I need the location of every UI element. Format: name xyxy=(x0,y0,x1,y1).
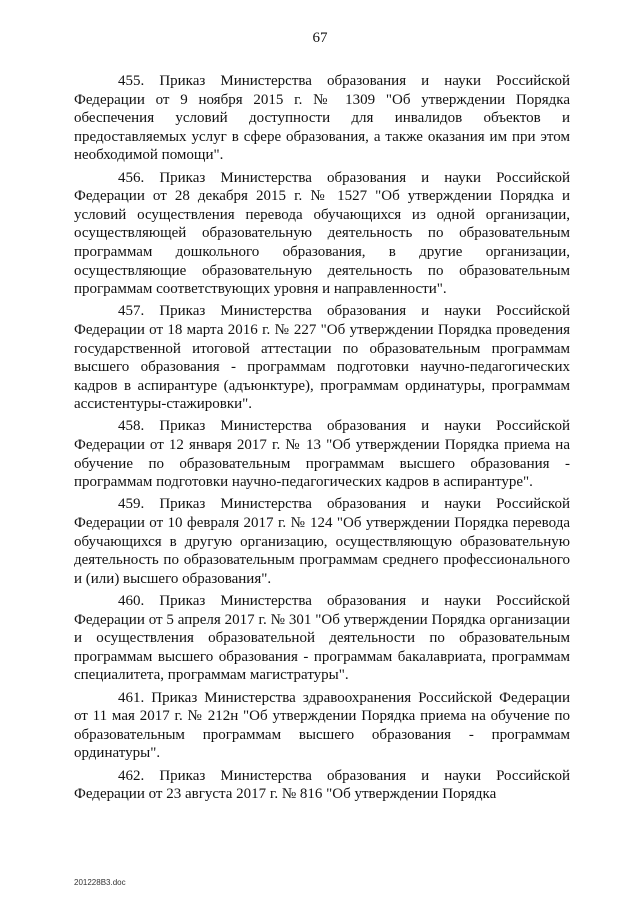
list-item: 461. Приказ Министерства здравоохранения Российской Федерации от 11 мая 2017 г. № 212н "Об утверждении Порядка приема на обучение по образовательным программам высшего образования - программам ординатуры". xyxy=(74,689,570,762)
list-item: 458. Приказ Министерства образования и науки Российской Федерации от 12 января 2017 г. № 13 "Об утверждении Порядка приема на обучение по образовательным программам высшего образования - программам подготовки научно-педагогических кадров в аспирантуре". xyxy=(74,418,570,491)
list-item: 456. Приказ Министерства образования и науки Российской Федерации от 28 декабря 2015 г. № 1527 "Об утверждении Порядка и условий осуществления перевода обучающихся из одной организации, осуществляющей образовательную деятельность по образовательным программам дошкольного образования, в другие организации, осуществляющие образовательную деятельность по образовательным программам соответствующих уровня и направленности". xyxy=(74,169,570,298)
page-number: 67 xyxy=(312,30,328,46)
list-item: 462. Приказ Министерства образования и науки Российской Федерации от 23 августа 2017 г. № 816 "Об утверждении Порядка xyxy=(74,767,570,803)
list-item: 455. Приказ Министерства образования и науки Российской Федерации от 9 ноября 2015 г. № 1309 "Об утверждении Порядка обеспечения условий доступности для инвалидов объектов и предоставляемых услуг в сфере образования, а также оказания им при этом необходимой помощи". xyxy=(74,73,570,164)
document-filename: 201228В3.doc xyxy=(74,878,126,887)
list-item: 459. Приказ Министерства образования и науки Российской Федерации от 10 февраля 2017 г. № 124 "Об утверждении Порядка перевода обучающихся в другую организацию, осуществляющую образовательную деятельность по образовательным программам среднего профессионального и (или) высшего образования". xyxy=(74,496,570,587)
list-item: 460. Приказ Министерства образования и науки Российской Федерации от 5 апреля 2017 г. № 301 "Об утверждении Порядка организации и осуществления образовательной деятельности по образовательным программам высшего образования - программам бакалавриата, программам специалитета, программам магистратуры". xyxy=(74,593,570,684)
document-body xyxy=(74,72,570,807)
list-item: 457. Приказ Министерства образования и науки Российской Федерации от 18 марта 2016 г. № 227 "Об утверждении Порядка проведения государственной итоговой аттестации по образовательным программам высшего образования - программам подготовки научно-педагогических кадров в аспирантуре (адъюнктуре), программам ординатуры, программам ассистентуры-стажировки". xyxy=(74,303,570,413)
